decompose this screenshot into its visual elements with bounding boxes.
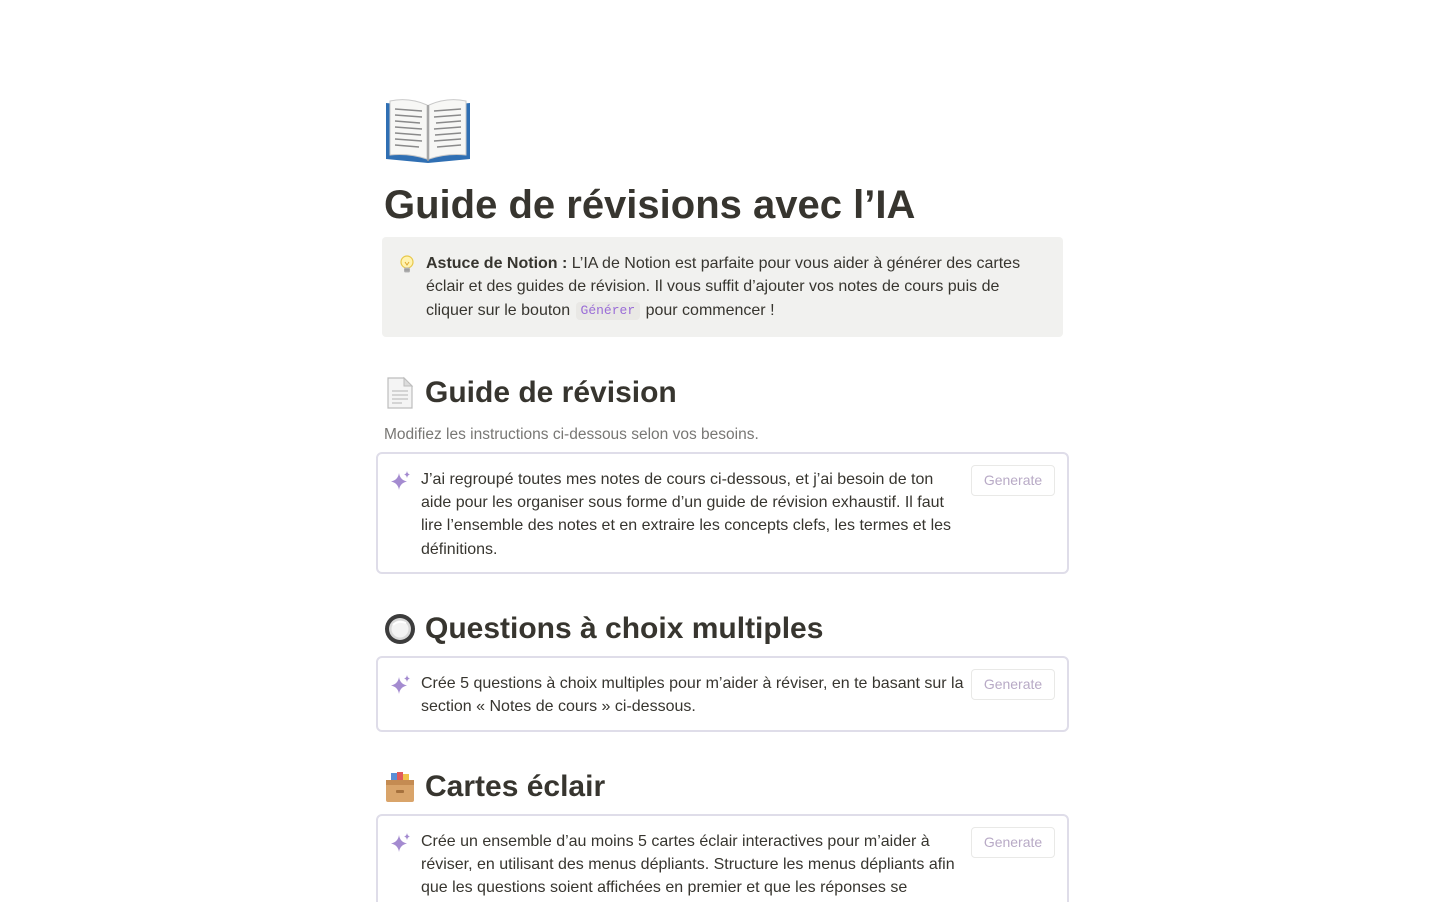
- callout-body-end: pour commencer !: [641, 301, 775, 319]
- sparkle-icon: [390, 674, 412, 696]
- generate-button[interactable]: Generate: [971, 669, 1055, 700]
- section-hint[interactable]: Modifiez les instructions ci-dessous selon vos besoins.: [384, 426, 759, 443]
- heading-questions-a-choix-multiples[interactable]: [384, 609, 823, 649]
- ai-prompt-text[interactable]: J’ai regroupé toutes mes notes de cours ci-dessous, et j’ai besoin de ton aide pour les organiser sous forme d’un guide de révision exhaustif. Il faut lire l’ensemble des notes et en extraire les concepts clefs, les termes et les définitions.: [421, 471, 952, 558]
- heading-guide-de-revision[interactable]: [384, 373, 677, 413]
- page-title[interactable]: Guide de révisions avec l’IA: [384, 183, 916, 227]
- sparkle-icon: [390, 832, 412, 854]
- card-file-box-icon: [384, 770, 416, 804]
- inline-code-generer: Générer: [576, 302, 641, 320]
- page-facing-up-icon: [384, 376, 416, 410]
- ai-prompt-text[interactable]: Crée 5 questions à choix multiples pour m’aider à réviser, en te basant sur la section « Notes de cours » ci-dessous.: [421, 675, 964, 716]
- tip-callout[interactable]: [382, 237, 1063, 337]
- callout-text: [426, 252, 1046, 322]
- ai-prompt-block[interactable]: [376, 656, 1069, 732]
- callout-body: L’IA de Notion est parfaite pour vous aider à générer des cartes éclair et des guides de révision. Il vous suffit d’ajouter vos notes de cours puis de cliquer sur le bouton: [426, 255, 1021, 319]
- ai-prompt-text[interactable]: Crée un ensemble d’au moins 5 cartes éclair interactives pour m’aider à réviser, en utilisant des menus dépliants. Structure les menus dépliants afin que les questions soient affichées en premier et que les réponses se: [421, 833, 955, 897]
- radio-button-icon: [384, 612, 416, 646]
- section-heading-text: Cartes éclair: [425, 770, 606, 803]
- section-heading-text: Guide de révision: [425, 376, 677, 409]
- generate-button[interactable]: Generate: [971, 827, 1055, 858]
- sparkle-icon: [390, 470, 412, 492]
- light-bulb-icon: [398, 254, 416, 276]
- section-heading-text: Questions à choix multiples: [425, 612, 824, 645]
- heading-cartes-eclair[interactable]: [384, 767, 605, 807]
- ai-prompt-block[interactable]: [376, 452, 1069, 574]
- ai-prompt-block[interactable]: [376, 814, 1069, 902]
- open-book-icon[interactable]: [384, 95, 472, 167]
- generate-button[interactable]: Generate: [971, 465, 1055, 496]
- callout-bold-label: Astuce de Notion :: [426, 255, 568, 272]
